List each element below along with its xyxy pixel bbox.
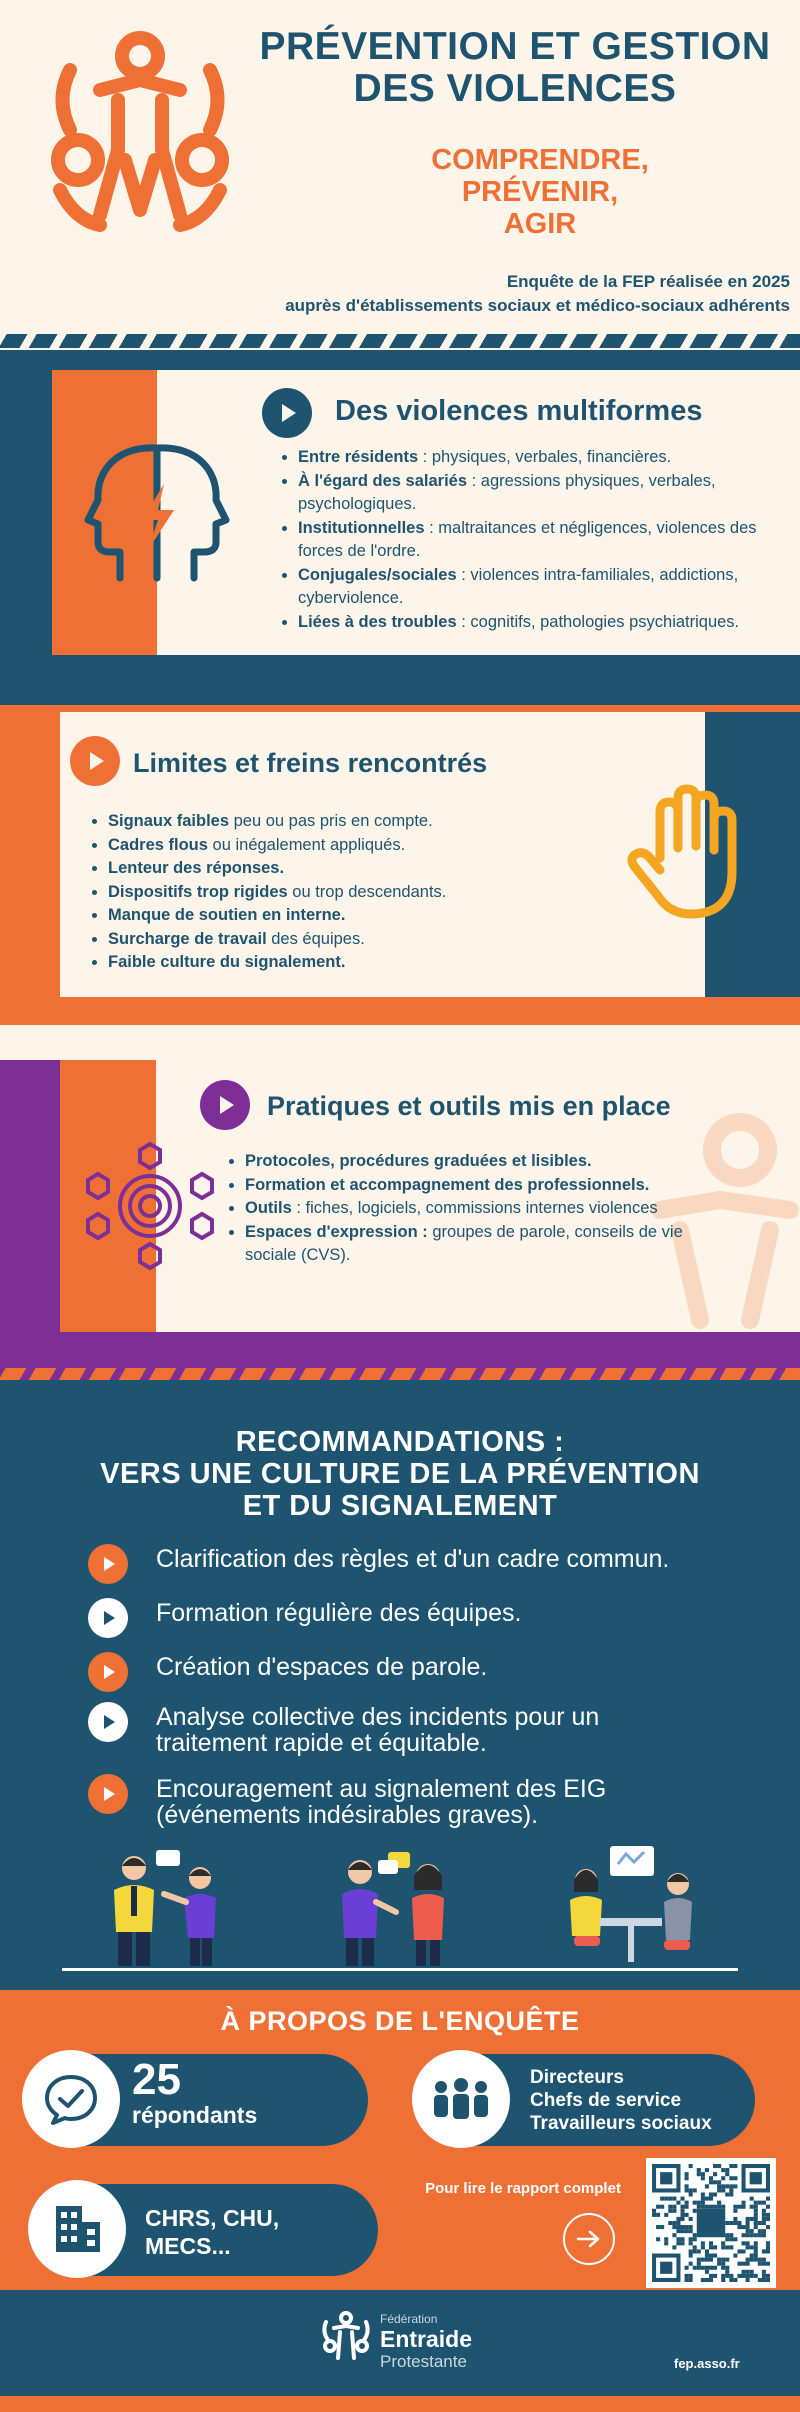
list-item bbox=[108, 857, 608, 881]
divider-stripe bbox=[0, 334, 800, 348]
subtitle-line: AGIR bbox=[503, 208, 577, 240]
respondents-number: 25 bbox=[132, 2055, 181, 2104]
list-item bbox=[108, 928, 608, 952]
brand-federation: Fédération bbox=[380, 2312, 438, 2326]
title-line: RECOMMANDATIONS : bbox=[235, 1426, 565, 1458]
structures-text bbox=[145, 2204, 279, 2260]
title-line: VERS UNE CULTURE DE LA PRÉVENTION bbox=[100, 1458, 700, 1490]
play-icon bbox=[220, 1096, 234, 1114]
list-item bbox=[245, 1174, 715, 1198]
report-label: Pour lire le rapport complet bbox=[425, 2180, 621, 2197]
item-label: Manque de soutien en interne. bbox=[108, 906, 346, 924]
item-text: : agressions physiques, verbales, psychologiques. bbox=[298, 471, 716, 513]
role-item: Travailleurs sociaux bbox=[530, 2113, 712, 2134]
recommendation-badge bbox=[88, 1774, 128, 1814]
recommendation-text: Encouragement au signalement des EIG (événements indésirables graves). bbox=[156, 1775, 607, 1829]
section-badge bbox=[262, 388, 312, 438]
subtitle bbox=[340, 144, 740, 240]
read-report-button[interactable] bbox=[563, 2213, 615, 2265]
people-circle-logo bbox=[30, 20, 250, 240]
role-item: Chefs de service bbox=[530, 2090, 682, 2111]
section-limites-title: Limites et freins rencontrés bbox=[133, 748, 488, 778]
play-icon bbox=[90, 752, 104, 770]
recommendation-text: Création d'espaces de parole. bbox=[156, 1653, 488, 1681]
subtitle-line: PRÉVENIR, bbox=[461, 176, 619, 208]
roles-list bbox=[530, 2066, 712, 2135]
item-label: Signaux faibles bbox=[108, 812, 230, 830]
gear-network-icon bbox=[84, 1140, 216, 1272]
role-item: Directeurs bbox=[530, 2067, 624, 2088]
item-text: des équipes. bbox=[266, 929, 365, 948]
qr-code-pattern bbox=[652, 2164, 770, 2282]
respondents-label: répondants bbox=[132, 2102, 258, 2128]
people-talking-illustration bbox=[100, 1846, 230, 1968]
item-label: Surcharge de travail bbox=[108, 929, 267, 948]
item-text: : cognitifs, pathologies psychiatriques. bbox=[456, 612, 740, 631]
item-label: Dispositifs trop rigides bbox=[108, 882, 288, 901]
violences-list bbox=[278, 446, 768, 634]
item-text: groupes de parole, conseils de vie sociale (CVS). bbox=[245, 1222, 683, 1264]
item-label: Faible culture du signalement. bbox=[108, 953, 346, 971]
item-label: Institutionnelles bbox=[298, 518, 425, 537]
list-item bbox=[298, 517, 768, 564]
list-item bbox=[108, 834, 608, 858]
recommendation-item bbox=[88, 1546, 788, 1584]
qr-code[interactable] bbox=[646, 2158, 776, 2288]
recommendation-item bbox=[88, 1600, 788, 1638]
recommendation-badge bbox=[88, 1652, 128, 1692]
item-label: Entre résidents bbox=[298, 448, 419, 466]
survey-line: auprès d'établissements sociaux et médico-sociaux adhérents bbox=[285, 296, 790, 315]
limites-list bbox=[88, 810, 608, 975]
divider-stripe bbox=[0, 1368, 800, 1380]
people-discussion-illustration bbox=[330, 1846, 460, 1968]
item-label: Protocoles, procédures graduées et lisibles. bbox=[245, 1152, 592, 1170]
meeting-table-illustration bbox=[560, 1840, 700, 1968]
brand-entraide: Entraide bbox=[380, 2326, 473, 2352]
item-text: : violences intra-familiales, addictions, cyberviolence. bbox=[298, 565, 739, 607]
list-item bbox=[108, 810, 608, 834]
list-item bbox=[245, 1197, 715, 1221]
ground-line bbox=[62, 1968, 738, 1971]
item-text: peu ou pas pris en compte. bbox=[229, 812, 433, 830]
arrow-right-icon bbox=[576, 2229, 602, 2249]
recommendation-item bbox=[88, 1704, 708, 1756]
recommendation-item bbox=[88, 1776, 648, 1828]
list-item bbox=[245, 1150, 715, 1174]
recommendation-badge bbox=[88, 1598, 128, 1638]
play-icon bbox=[104, 1665, 115, 1679]
structures-line: CHRS, CHU, bbox=[145, 2205, 280, 2231]
play-icon bbox=[282, 404, 296, 422]
recommendation-text: Analyse collective des incidents pour un traitement rapide et équitable. bbox=[156, 1703, 600, 1757]
list-item bbox=[245, 1221, 715, 1268]
item-label: Lenteur des réponses. bbox=[108, 859, 285, 877]
website-link[interactable]: fep.asso.fr bbox=[674, 2356, 740, 2371]
fep-logo-icon bbox=[318, 2308, 374, 2364]
list-item bbox=[298, 446, 768, 470]
item-label: Cadres flous bbox=[108, 835, 208, 854]
section-violences-title: Des violences multiformes bbox=[335, 395, 703, 427]
stop-hand-icon bbox=[624, 784, 756, 924]
item-label: À l'égard des salariés bbox=[298, 471, 468, 490]
item-text: ou inégalement appliqués. bbox=[207, 835, 406, 854]
recommendation-text: Clarification des règles et d'un cadre commun. bbox=[156, 1545, 670, 1573]
item-text: ou trop descendants. bbox=[287, 882, 447, 901]
building-icon bbox=[50, 2202, 104, 2256]
title-line: ET DU SIGNALEMENT bbox=[242, 1490, 558, 1522]
list-item bbox=[108, 881, 608, 905]
recommendation-badge bbox=[88, 1544, 128, 1584]
team-icon bbox=[429, 2077, 493, 2121]
list-item bbox=[108, 951, 608, 975]
brand-protestante: Protestante bbox=[380, 2352, 467, 2371]
respondents-stat bbox=[132, 2055, 258, 2128]
recommendation-item bbox=[88, 1654, 788, 1692]
survey-info bbox=[220, 270, 790, 318]
item-label: Liées à des troubles bbox=[298, 612, 457, 631]
play-icon bbox=[104, 1611, 115, 1625]
list-item bbox=[298, 470, 768, 517]
item-text: : fiches, logiciels, commissions internes violences bbox=[291, 1199, 658, 1217]
recommendation-badge bbox=[88, 1702, 128, 1742]
pratiques-list bbox=[225, 1150, 715, 1268]
item-text: : physiques, verbales, financières. bbox=[418, 448, 672, 466]
section-badge bbox=[200, 1080, 250, 1130]
item-label: Formation et accompagnement des professionnels. bbox=[245, 1175, 650, 1194]
recommendations-title bbox=[60, 1426, 740, 1522]
play-icon bbox=[104, 1787, 115, 1801]
structures-line: MECS... bbox=[145, 2233, 231, 2259]
about-title: À PROPOS DE L'ENQUÊTE bbox=[220, 2006, 580, 2036]
list-item bbox=[108, 904, 608, 928]
play-icon bbox=[104, 1715, 115, 1729]
recommendation-text: Formation régulière des équipes. bbox=[156, 1599, 522, 1627]
list-item bbox=[298, 611, 768, 635]
subtitle-line: COMPRENDRE, bbox=[431, 144, 649, 176]
item-label: Outils bbox=[245, 1199, 292, 1217]
list-item bbox=[298, 564, 768, 611]
play-icon bbox=[104, 1557, 115, 1571]
icon-circle bbox=[28, 2180, 126, 2278]
item-label: Conjugales/sociales bbox=[298, 565, 457, 584]
section-badge bbox=[70, 736, 120, 786]
item-label: Espaces d'expression : bbox=[245, 1222, 428, 1241]
icon-circle bbox=[22, 2050, 120, 2148]
item-text: : maltraitances et négligences, violences des forces de l'ordre. bbox=[298, 518, 757, 560]
section-pratiques-title: Pratiques et outils mis en place bbox=[267, 1091, 671, 1121]
survey-line: Enquête de la FEP réalisée en 2025 bbox=[506, 272, 790, 291]
chat-check-icon bbox=[43, 2071, 99, 2127]
page-title: PRÉVENTION ET GESTION DES VIOLENCES bbox=[259, 25, 771, 110]
footer-stripe bbox=[0, 2396, 800, 2412]
icon-circle bbox=[412, 2050, 510, 2148]
two-heads-lightning-icon bbox=[78, 438, 236, 588]
